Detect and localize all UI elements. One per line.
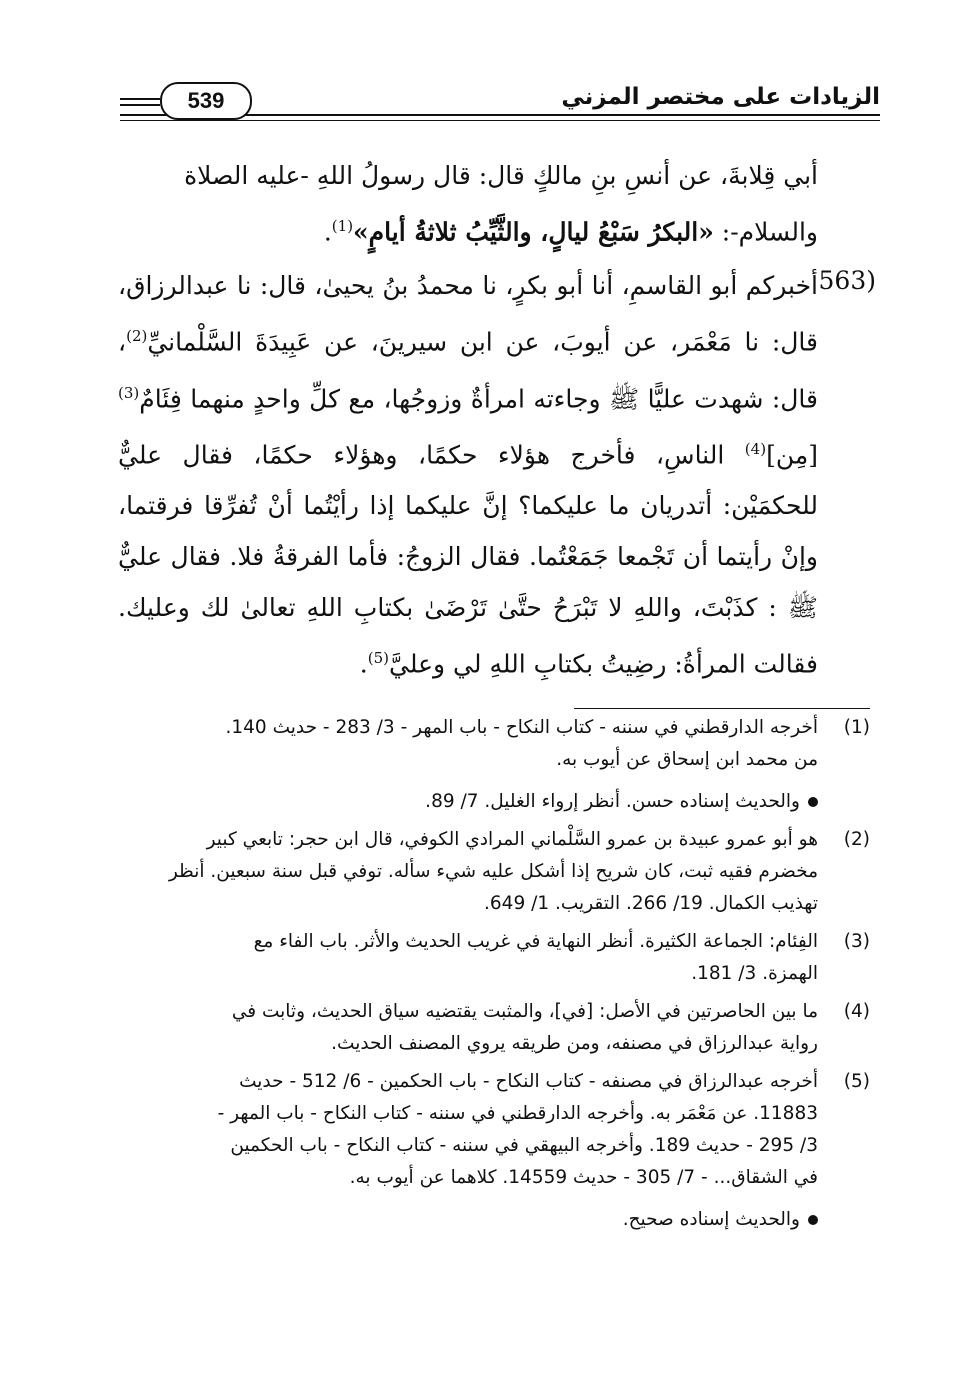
- footnote-line: الهمزة. 3/ 181.: [691, 963, 818, 984]
- header-rule-left-top: [120, 98, 160, 100]
- running-title: الزيادات على مختصر المزني: [561, 84, 880, 110]
- footnote-3: [100, 926, 870, 990]
- bullet-icon: [808, 1215, 818, 1225]
- footnote-line: تهذيب الكمال. 19/ 266. التقريب. 1/ 649.: [484, 893, 818, 914]
- main-text: [118, 150, 818, 690]
- footnote-ref: (1): [331, 217, 354, 235]
- footnote-line: أخرجه الدارقطني في سننه - كتاب النكاح - باب المهر - 3/ 283 - حديث 140.: [225, 717, 818, 738]
- footnotes: [100, 712, 870, 1236]
- footnote-1: [100, 712, 870, 776]
- footnote-ref: (5): [367, 649, 389, 668]
- footnote-number: (5): [843, 1071, 870, 1092]
- footnote-2: [100, 824, 870, 920]
- footnote-5: [100, 1066, 870, 1194]
- grading-text: والحديث إسناده حسن. أنظر إرواء الغليل. 7/ 89.: [425, 791, 800, 812]
- footnote-line: أخرجه عبدالرزاق في مصنفه - كتاب النكاح - باب الحكمين - 6/ 512 - حديث: [239, 1071, 818, 1092]
- page-header: [120, 78, 880, 128]
- footnote-line: في الشقاق... - 7/ 305 - حديث 14559. كلاهما عن أيوب به.: [349, 1167, 818, 1188]
- footnote-line: مخضرم فقيه ثبت، كان شريح إذا أشكل عليه شيء سأله. توفي قبل سنة سبعين. أنظر: [168, 861, 818, 882]
- hadith-quote: «البكرُ سَبْعُ ليالٍ، والثَّيِّبُ ثلاثةُ أيامٍ»: [353, 217, 714, 247]
- hadith-number: 563): [818, 266, 876, 295]
- text-segment: .: [359, 649, 368, 679]
- page-number: 539: [160, 82, 252, 120]
- footnote-ref: (3): [118, 383, 140, 402]
- footnote-line: هو أبو عمرو عبيدة بن عمرو السَّلْماني المرادي الكوفي، قال ابن حجر: تابعي كبير: [206, 829, 818, 850]
- footnote-separator: [574, 708, 870, 709]
- paragraph-continuation: [118, 150, 818, 257]
- footnote-4: [100, 996, 870, 1060]
- footnote-line: من محمد ابن إسحاق عن أيوب به.: [556, 749, 818, 770]
- text-line: أبي قِلابةَ، عن أنسِ بنِ مالكٍ قال: قال رسولُ اللهِ -عليه الصلاة: [184, 161, 818, 190]
- grading-text: والحديث إسناده صحيح.: [622, 1209, 800, 1230]
- footnote-number: (2): [843, 829, 870, 850]
- footnote-ref: (4): [744, 439, 767, 458]
- header-rule-left-bottom: [120, 104, 160, 106]
- text-segment: أخبركم أبو القاسمِ، أنا أبو بكرٍ، نا محمدُ بنُ يحيىٰ، قال: نا عبدالرزاق، قال: نا مَعْمَر، عن أيوبَ، عن ابن سيرينَ، عن عَبِيدَةَ السَّلْمانيِّ: [118, 271, 818, 357]
- footnote-5-grading: [100, 1204, 870, 1236]
- text-segment: .: [323, 217, 332, 247]
- footnote-ref: (2): [126, 327, 148, 346]
- text-segment: [مِن]: [766, 440, 818, 470]
- footnote-number: (3): [843, 931, 870, 952]
- footnote-line: رواية عبدالرزاق في مصنفه، ومن طريقه يروي المصنف الحديث.: [331, 1033, 818, 1054]
- text-segment: والسلام-:: [713, 217, 818, 247]
- footnote-line: الفِئام: الجماعة الكثيرة. أنظر النهاية في غريب الحديث والأثر. باب الفاء مع: [253, 931, 818, 952]
- footnote-number: (1): [843, 717, 870, 738]
- footnote-line: 3/ 295 - حديث 189. وأخرجه البيهقي في سننه - كتاب النكاح - باب الحكمين: [230, 1135, 818, 1156]
- footnote-line: 11883. عن مَعْمَر به. وأخرجه الدارقطني في سننه - كتاب النكاح - باب المهر -: [217, 1103, 818, 1124]
- header-rule-bottom: [120, 120, 880, 121]
- footnote-number: (4): [843, 1001, 870, 1022]
- footnote-1-grading: [100, 786, 870, 818]
- text-segment: الناسِ، فأخرج هؤلاء حكمًا، وهؤلاء حكمًا، فقال عليٌّ للحكمَيْن: أتدريان ما عليكما؟ إنَّ عليكما إذا رأيْتُما أنْ تُفرِّقا فرقتما، وإنْ رأيتما أن تَجْمعا جَمَعْتُما. فقال الزوجُ: فأما الفرقةُ فلا. فقال عليٌّ ﷺ : كذَبْتَ، واللهِ لا تَبْرَحُ حتَّىٰ تَرْضَىٰ بكتابِ اللهِ تعالىٰ لك وعليك. فقالت المرأةُ: رضِيتُ بكتابِ اللهِ لي وعليَّ: [118, 440, 818, 679]
- hadith-paragraph: [118, 260, 818, 689]
- bullet-icon: [808, 797, 818, 807]
- text-segment: ، قال: شهدت عليًّا ﷺ وجاءته امرأةٌ وزوجُها، مع كلِّ واحدٍ منهما فِئَامٌ: [118, 327, 818, 413]
- footnote-line: ما بين الحاصرتين في الأصل: [في]، والمثبت يقتضيه سياق الحديث، وثابت في: [231, 1001, 818, 1022]
